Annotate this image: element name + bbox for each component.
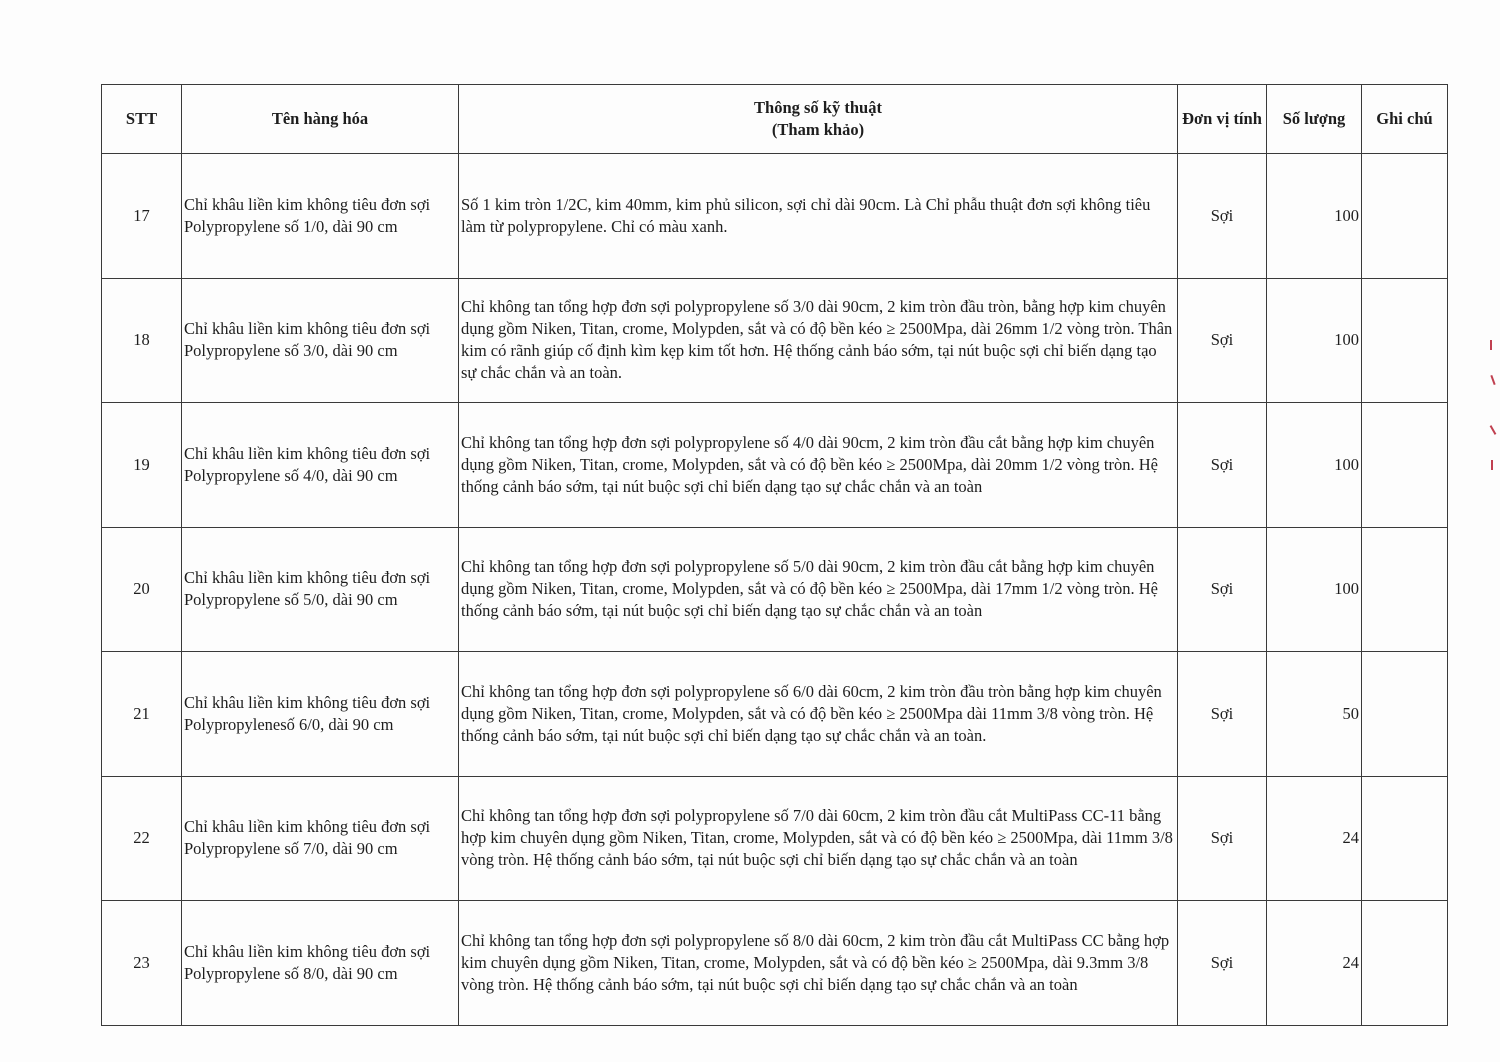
cell-name: Chỉ khâu liền kim không tiêu đơn sợi Polypropylene số 8/0, dài 90 cm [182, 901, 459, 1026]
cell-name: Chỉ khâu liền kim không tiêu đơn sợi Polypropylene số 1/0, dài 90 cm [182, 154, 459, 279]
cell-name: Chỉ khâu liền kim không tiêu đơn sợi Polypropylene số 4/0, dài 90 cm [182, 403, 459, 528]
table-row [102, 776, 1448, 901]
cell-qty: 100 [1267, 278, 1362, 403]
cell-stt: 20 [102, 527, 182, 652]
cell-qty: 100 [1267, 154, 1362, 279]
header-stt: STT [102, 85, 182, 154]
cell-name: Chỉ khâu liền kim không tiêu đơn sợi Polypropylenesố 6/0, dài 90 cm [182, 652, 459, 777]
cell-spec: Chỉ không tan tổng hợp đơn sợi polypropylene số 6/0 dài 60cm, 2 kim tròn đầu tròn bằng hợp kim chuyên dụng gồm Niken, Titan, crome, Molypden, sắt và có độ bền kéo ≥ 2500Mpa dài 11mm 3/8 vòng tròn. Hệ thống cảnh báo sớm, tại nút buộc sợi chỉ biến dạng tạo sự chắc chắn và an toàn. [459, 652, 1178, 777]
cell-spec: Chỉ không tan tổng hợp đơn sợi polypropylene số 5/0 dài 90cm, 2 kim tròn đầu cắt bằng hợp kim chuyên dụng gồm Niken, Titan, crome, Molypden, sắt và có độ bền kéo ≥ 2500Mpa, dài 17mm 1/2 vòng tròn. Hệ thống cảnh báo sớm, tại nút buộc sợi chỉ biến dạng tạo sự chắc chắn và an toàn [459, 527, 1178, 652]
cell-stt: 18 [102, 278, 182, 403]
cell-unit: Sợi [1178, 527, 1267, 652]
cell-stt: 17 [102, 154, 182, 279]
header-qty: Số lượng [1267, 85, 1362, 154]
cell-qty: 24 [1267, 901, 1362, 1026]
cell-note [1362, 278, 1448, 403]
cell-stt: 22 [102, 776, 182, 901]
cell-stt: 19 [102, 403, 182, 528]
cell-note [1362, 403, 1448, 528]
header-spec [459, 85, 1178, 154]
cell-name: Chỉ khâu liền kim không tiêu đơn sợi Polypropylene số 5/0, dài 90 cm [182, 527, 459, 652]
cell-qty: 24 [1267, 776, 1362, 901]
table-row [102, 527, 1448, 652]
table-row [102, 278, 1448, 403]
cell-stt: 23 [102, 901, 182, 1026]
cell-spec: Chỉ không tan tổng hợp đơn sợi polypropylene số 8/0 dài 60cm, 2 kim tròn đầu cắt MultiPass CC bằng hợp kim chuyên dụng gồm Niken, Titan, crome, Molypden, sắt và có độ bền kéo ≥ 2500Mpa, dài 9.3mm 3/8 vòng tròn. Hệ thống cảnh báo sớm, tại nút buộc sợi chỉ biến dạng tạo sự chắc chắn và an toàn [459, 901, 1178, 1026]
table-header-row [102, 85, 1448, 154]
cell-note [1362, 154, 1448, 279]
cell-name: Chỉ khâu liền kim không tiêu đơn sợi Polypropylene số 3/0, dài 90 cm [182, 278, 459, 403]
cell-unit: Sợi [1178, 652, 1267, 777]
cell-spec: Chỉ không tan tổng hợp đơn sợi polypropylene số 3/0 dài 90cm, 2 kim tròn đầu tròn, bằng hợp kim chuyên dụng gồm Niken, Titan, crome, Molypden, sắt và có độ bền kéo ≥ 2500Mpa, dài 26mm 1/2 vòng tròn. Thân kim có rãnh giúp cố định kìm kẹp kim tốt hơn. Hệ thống cảnh báo sớm, tại nút buộc sợi chỉ biến dạng tạo sự chắc chắn và an toàn. [459, 278, 1178, 403]
cell-unit: Sợi [1178, 901, 1267, 1026]
table-row [102, 652, 1448, 777]
cell-stt: 21 [102, 652, 182, 777]
header-spec-title: Thông số kỹ thuật [754, 98, 882, 117]
table-row [102, 901, 1448, 1026]
cell-note [1362, 901, 1448, 1026]
cell-spec: Chỉ không tan tổng hợp đơn sợi polypropylene số 4/0 dài 90cm, 2 kim tròn đầu cắt bằng hợp kim chuyên dụng gồm Niken, Titan, crome, Molypden, sắt và có độ bền kéo ≥ 2500Mpa, dài 20mm 1/2 vòng tròn. Hệ thống cảnh báo sớm, tại nút buộc sợi chỉ biến dạng tạo sự chắc chắn và an toàn [459, 403, 1178, 528]
cell-note [1362, 652, 1448, 777]
cell-unit: Sợi [1178, 278, 1267, 403]
cell-qty: 100 [1267, 403, 1362, 528]
header-name: Tên hàng hóa [182, 85, 459, 154]
goods-table [101, 84, 1448, 1026]
margin-stamp-marks [1488, 330, 1500, 480]
table-row [102, 154, 1448, 279]
header-note: Ghi chú [1362, 85, 1448, 154]
cell-qty: 50 [1267, 652, 1362, 777]
cell-unit: Sợi [1178, 403, 1267, 528]
cell-name: Chỉ khâu liền kim không tiêu đơn sợi Polypropylene số 7/0, dài 90 cm [182, 776, 459, 901]
cell-note [1362, 527, 1448, 652]
cell-spec: Số 1 kim tròn 1/2C, kim 40mm, kim phủ silicon, sợi chỉ dài 90cm. Là Chỉ phẫu thuật đơn sợi không tiêu làm từ polypropylene. Chỉ có màu xanh. [459, 154, 1178, 279]
header-spec-subtitle: (Tham khảo) [771, 120, 865, 139]
cell-unit: Sợi [1178, 776, 1267, 901]
cell-qty: 100 [1267, 527, 1362, 652]
cell-unit: Sợi [1178, 154, 1267, 279]
cell-note [1362, 776, 1448, 901]
table-row [102, 403, 1448, 528]
cell-spec: Chỉ không tan tổng hợp đơn sợi polypropylene số 7/0 dài 60cm, 2 kim tròn đầu cắt MultiPass CC-11 bằng hợp kim chuyên dụng gồm Niken, Titan, crome, Molypden, sắt và có độ bền kéo ≥ 2500Mpa, dài 11mm 3/8 vòng tròn. Hệ thống cảnh báo sớm, tại nút buộc sợi chỉ biến dạng tạo sự chắc chắn và an toàn [459, 776, 1178, 901]
header-unit: Đơn vị tính [1178, 85, 1267, 154]
